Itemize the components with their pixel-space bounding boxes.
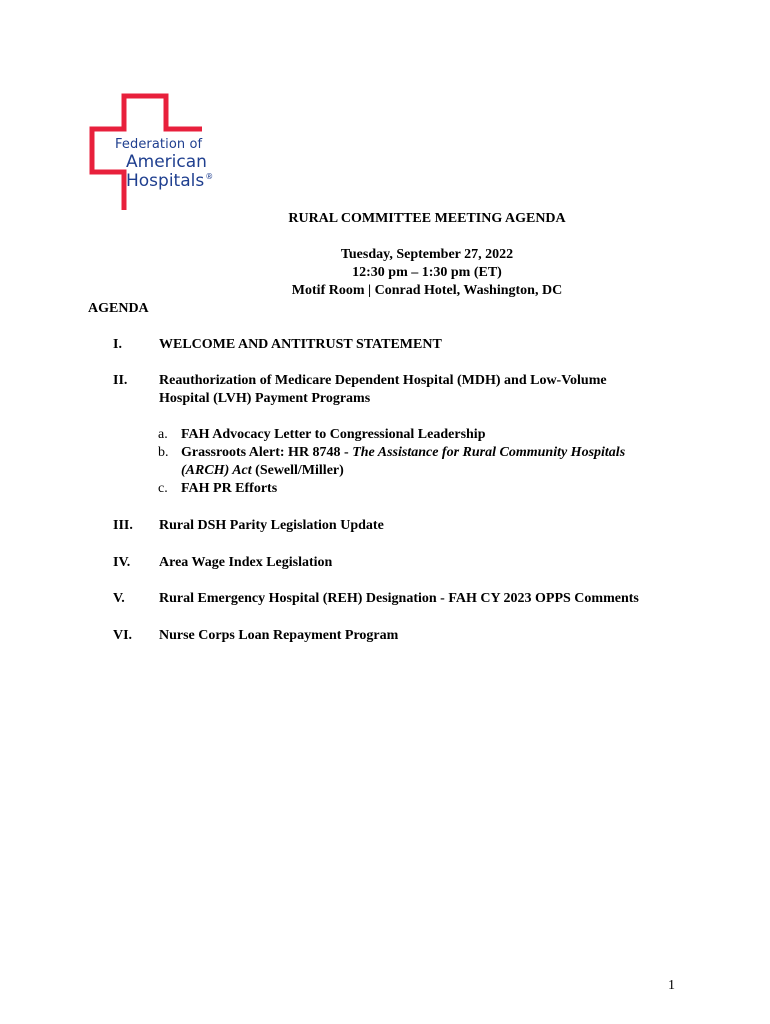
agenda-item-text: Nurse Corps Loan Repayment Program (159, 628, 399, 643)
subitem-letter: a. (158, 427, 168, 442)
agenda-item-text-line1: Reauthorization of Medicare Dependent Hospital (MDH) and Low-Volume (159, 373, 607, 388)
agenda-item-number: IV. (113, 555, 131, 570)
subitem-text-italic: The Assistance for Rural Community Hospitals (352, 445, 626, 460)
agenda-subitem-b (158, 444, 688, 480)
logo-registered-mark: ® (205, 172, 214, 181)
agenda-item-text-line2: Hospital (LVH) Payment Programs (159, 391, 371, 406)
logo-hospitals-text: Hospitals (126, 171, 205, 191)
logo-line-federation: Federation of (115, 137, 203, 152)
meeting-info (230, 246, 624, 300)
agenda-item-number: VI. (113, 628, 133, 643)
logo-line-hospitals (126, 173, 213, 190)
subitem-letter: c. (158, 481, 168, 496)
agenda-subitem-c (158, 480, 688, 498)
agenda-item-3 (113, 517, 693, 535)
agenda-item-4 (113, 554, 693, 572)
subitem-text (181, 444, 688, 462)
agenda-item-text: Rural Emergency Hospital (REH) Designation - FAH CY 2023 OPPS Comments (159, 591, 639, 606)
agenda-item-text: WELCOME AND ANTITRUST STATEMENT (159, 337, 442, 352)
subitem-text-italic-act: (ARCH) Act (181, 463, 252, 478)
agenda-item-number: III. (113, 518, 133, 533)
agenda-item-number: II. (113, 373, 128, 388)
subitem-text: FAH Advocacy Letter to Congressional Leadership (181, 427, 486, 442)
subitem-text: FAH PR Efforts (181, 481, 278, 496)
agenda-item-number: I. (113, 337, 122, 352)
document-title: RURAL COMMITTEE MEETING AGENDA (288, 211, 566, 226)
logo-wordmark (115, 138, 213, 190)
subitem-text-suffix: (Sewell/Miller) (251, 463, 344, 478)
agenda-item-number: V. (113, 591, 125, 606)
agenda-item-1 (113, 336, 693, 354)
logo-line-american: American (126, 152, 207, 172)
agenda-item-2 (113, 372, 693, 408)
subitem-letter: b. (158, 445, 169, 460)
subitem-text-prefix: Grassroots Alert: HR 8748 - (181, 445, 353, 460)
page-number: 1 (668, 978, 675, 993)
agenda-item-text: Rural DSH Parity Legislation Update (159, 518, 384, 533)
agenda-item-text (159, 372, 693, 408)
meeting-location: Motif Room | Conrad Hotel, Washington, DC (291, 283, 563, 298)
agenda-subitem-a (158, 426, 688, 444)
agenda-item-5 (113, 590, 693, 608)
agenda-item-6 (113, 627, 693, 645)
meeting-date: Tuesday, September 27, 2022 (340, 247, 514, 262)
fah-logo (88, 92, 248, 212)
agenda-item-text: Area Wage Index Legislation (159, 555, 333, 570)
agenda-heading: AGENDA (88, 301, 149, 316)
meeting-time: 12:30 pm – 1:30 pm (ET) (352, 265, 502, 280)
agenda-subitems (158, 426, 688, 498)
subitem-text-continued (181, 462, 688, 480)
